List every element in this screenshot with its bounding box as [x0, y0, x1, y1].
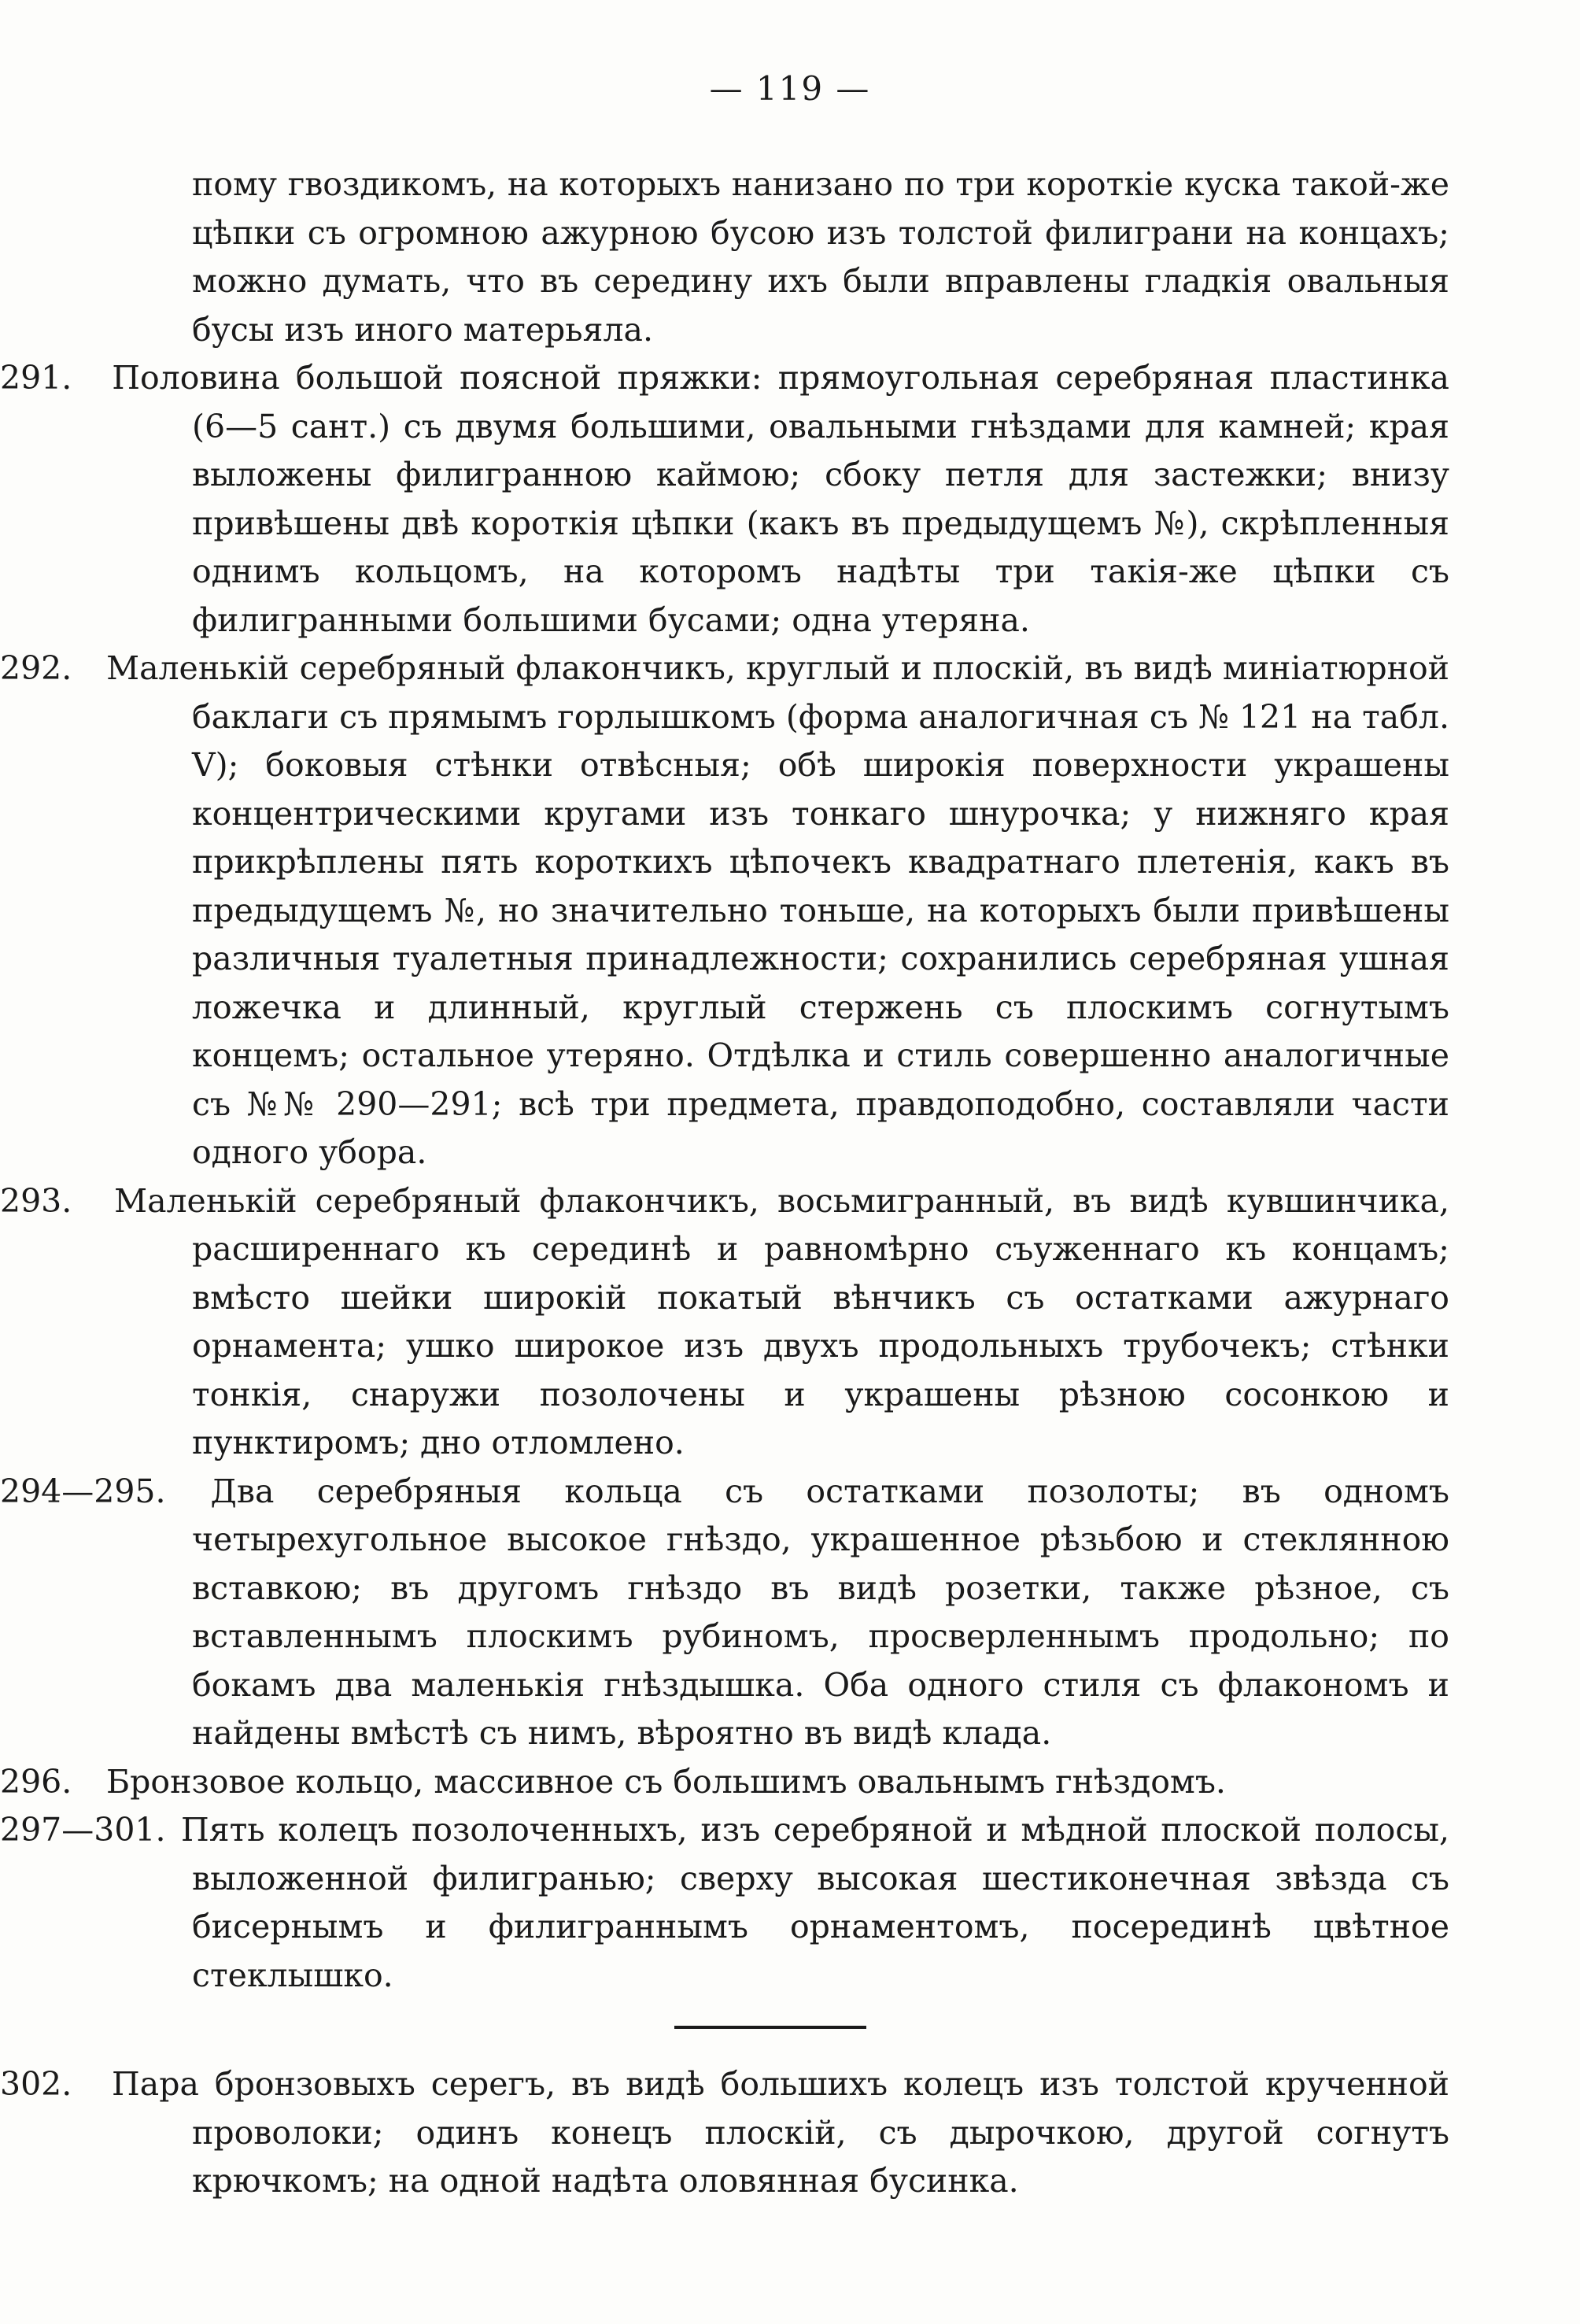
page-number: — 119 —: [709, 69, 871, 108]
entry-text: Бронзовое кольцо, массивное съ большимъ овальнымъ гнѣздомъ.: [96, 1762, 1226, 1801]
catalog-entry: 291. Половина большой поясной пряжки: прямоугольная серебряная пластинка (6—5 сант.) съ двумя большими, овальными гнѣздами для камней; края выложены филигранною каймою; сбоку петля для застежки; внизу привѣшены двѣ короткія цѣпки (какъ въ предыдущемъ №), скрѣпленныя однимъ кольцомъ, на которомъ надѣты три такія-же цѣпки съ филигранными большими бусами; одна утеряна.: [0, 359, 1449, 639]
entry-text: Пять колецъ позолоченныхъ, изъ серебряной и мѣдной плоской полосы, выложенной филигранью; сверху высокая шестиконечная звѣзда съ бисернымъ и филиграннымъ орнаментомъ, посерединѣ цвѣтное стеклышко.: [168, 1811, 1449, 1994]
entry-number: 294—295.: [0, 1472, 166, 1510]
catalog-entries: [0, 161, 1449, 2000]
catalog-entry: 292. Маленькій серебряный флакончикъ, круглый и плоскій, въ видѣ миніатюрной баклаги съ прямымъ горлышкомъ (форма аналогичная съ № 121 на табл. V); боковыя стѣнки отвѣсныя; обѣ широкія поверхности украшены концентрическими кругами изъ тонкаго шнурочка; у нижняго края прикрѣплены пять короткихъ цѣпочекъ квадратнаго плетенія, какъ въ предыдущемъ №, но значительно тоньше, на которыхъ были привѣшены различныя туалетныя принадлежности; сохранились серебряная ушная ложечка и длинный, круглый стержень съ плоскимъ согнутымъ концемъ; остальное утеряно. Отдѣлка и стиль совершенно аналогичные съ №№ 290—291; всѣ три предмета, правдоподобно, составляли части одного убора.: [0, 649, 1449, 1171]
catalog-entry: [0, 1468, 1449, 1758]
entry-number: 297—301.: [0, 1811, 166, 1849]
entry-text: Два серебряныя кольца съ остатками позолоты; въ одномъ четырехугольное высокое гнѣздо, украшенное рѣзьбою и стеклянною вставкою; въ другомъ гнѣздо въ видѣ розетки, также рѣзное, съ вставленнымъ плоскимъ рубиномъ, просверленнымъ продольно; по бокамъ два маленькія гнѣздышка. Оба одного стиля съ флакономъ и найдены вмѣстѣ съ нимъ, вѣроятно въ видѣ клада.: [168, 1472, 1449, 1752]
continuation-paragraph: пому гвоздикомъ, на которыхъ нанизано по три короткіе куска такой-же цѣпки съ огромною ажурною бусою изъ толстой филиграни на концахъ; можно думать, что въ середину ихъ были вправлены гладкія овальныя бусы изъ иного матерьяла.: [192, 165, 1449, 349]
catalog-entries-after-rule: [0, 2060, 1449, 2206]
entries-list: [0, 354, 1449, 2000]
catalog-entry: 296. Бронзовое кольцо, массивное съ большимъ овальнымъ гнѣздомъ.: [0, 1762, 1226, 1801]
entry-text: Маленькій серебряный флакончикъ, восьмигранный, въ видѣ кувшинчика, расширеннаго къ серединѣ и равномѣрно съуженнаго къ концамъ; вмѣсто шейки широкій покатый вѣнчикъ съ остатками ажурнаго орнамента; ушко широкое изъ двухъ продольныхъ трубочекъ; стѣнки тонкія, снаружи позолочены и украшены рѣзною сосонкою и пунктиромъ; дно отломлено.: [96, 1181, 1449, 1461]
entry-text: Половина большой поясной пряжки: прямоугольная серебряная пластинка (6—5 сант.) съ двумя большими, овальными гнѣздами для камней; края выложены филигранною каймою; сбоку петля для застежки; внизу привѣшены двѣ короткія цѣпки (какъ въ предыдущемъ №), скрѣпленныя однимъ кольцомъ, на которомъ надѣты три такія-же цѣпки съ филигранными большими бусами; одна утеряна.: [96, 359, 1449, 639]
entry-text: Маленькій серебряный флакончикъ, круглый и плоскій, въ видѣ миніатюрной баклаги съ прямымъ горлышкомъ (форма аналогичная съ № 121 на табл. V); боковыя стѣнки отвѣсныя; обѣ широкія поверхности украшены концентрическими кругами изъ тонкаго шнурочка; у нижняго края прикрѣплены пять короткихъ цѣпочекъ квадратнаго плетенія, какъ въ предыдущемъ №, но значительно тоньше, на которыхъ были привѣшены различныя туалетныя принадлежности; сохранились серебряная ушная ложечка и длинный, круглый стержень съ плоскимъ согнутымъ концемъ; остальное утеряно. Отдѣлка и стиль совершенно аналогичные съ №№ 290—291; всѣ три предмета, правдоподобно, составляли части одного убора.: [96, 649, 1449, 1171]
entries-after-list: [0, 2060, 1449, 2206]
section-divider: [674, 2026, 866, 2029]
catalog-entry: [0, 1806, 1449, 2000]
entry-text: Пара бронзовыхъ серегъ, въ видѣ большихъ колецъ изъ толстой крученной проволоки; одинъ конецъ плоскій, съ дырочкою, другой согнутъ крючкомъ; на одной надѣта оловянная бусинка.: [96, 2065, 1449, 2200]
catalog-entry: 302. Пара бронзовыхъ серегъ, въ видѣ большихъ колецъ изъ толстой крученной проволоки; одинъ конецъ плоскій, съ дырочкою, другой согнутъ крючкомъ; на одной надѣта оловянная бусинка.: [0, 2065, 1449, 2200]
catalog-entry: 293. Маленькій серебряный флакончикъ, восьмигранный, въ видѣ кувшинчика, расширеннаго къ серединѣ и равномѣрно съуженнаго къ концамъ; вмѣсто шейки широкій покатый вѣнчикъ съ остатками ажурнаго орнамента; ушко широкое изъ двухъ продольныхъ трубочекъ; стѣнки тонкія, снаружи позолочены и украшены рѣзною сосонкою и пунктиромъ; дно отломлено.: [0, 1181, 1449, 1461]
